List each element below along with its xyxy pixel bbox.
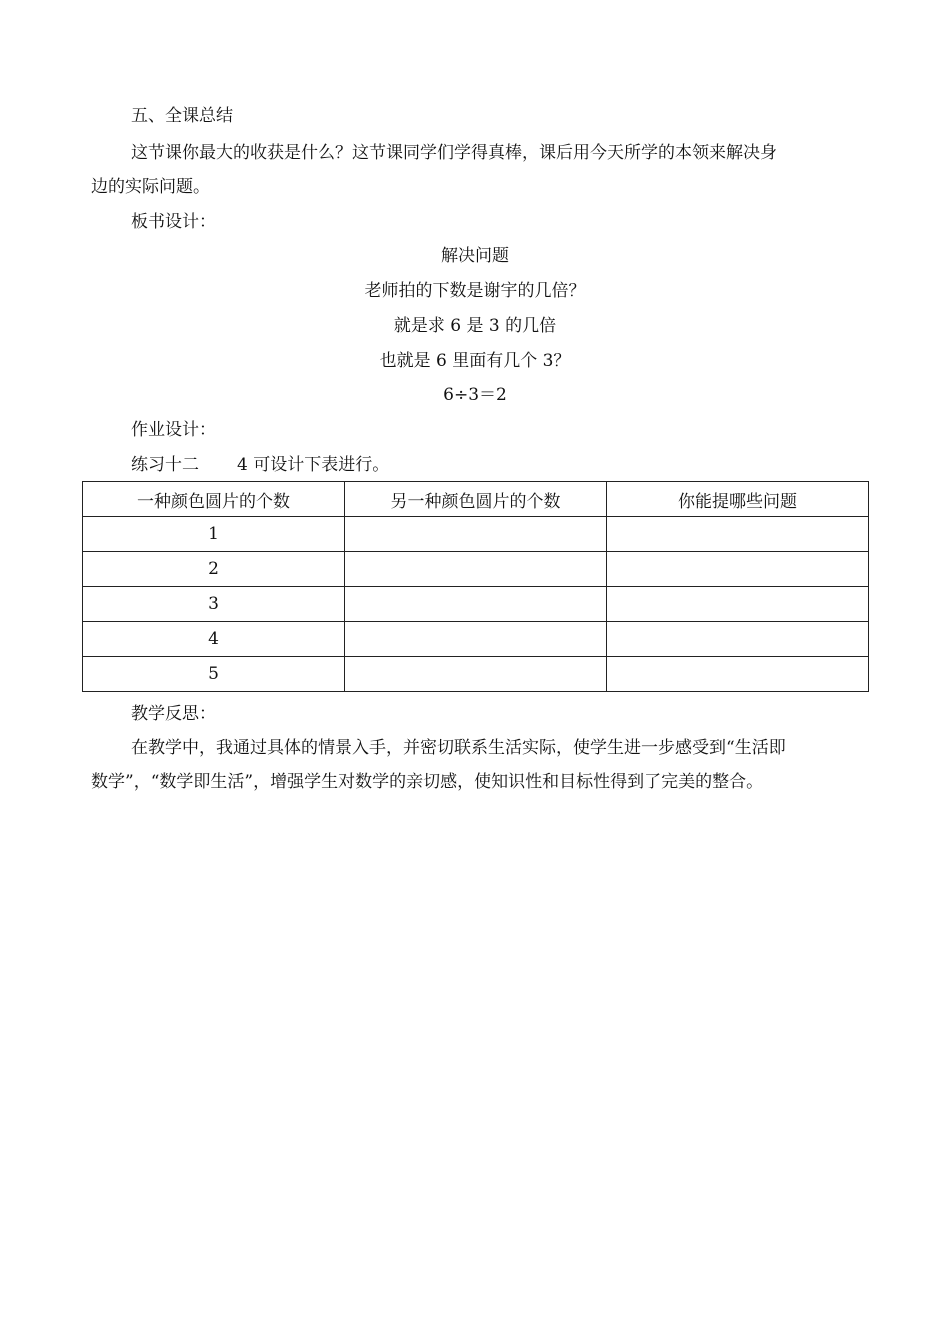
table-header-cell: 另一种颜色圆片的个数 (345, 482, 607, 517)
table-header-cell: 你能提哪些问题 (607, 482, 869, 517)
table-row (83, 517, 869, 552)
homework-exercise-line (131, 455, 389, 475)
reflection-paragraph-line-1: 在教学中，我通过具体的情景入手，并密切联系生活实际，使学生进一步感受到“生活即 (131, 738, 786, 758)
table-cell: 3 (83, 587, 345, 622)
table-cell: 4 (83, 622, 345, 657)
table-cell (607, 587, 869, 622)
table-cell (607, 657, 869, 692)
homework-exercise: 练习十二 (131, 455, 199, 475)
table-row (83, 552, 869, 587)
table-cell: 1 (83, 517, 345, 552)
summary-paragraph-line-1: 这节课你最大的收获是什么？这节课同学们学得真棒，课后用今天所学的本领来解决身 (131, 143, 777, 163)
board-line-meaning: 就是求 6 是 3 的几倍 (393, 316, 557, 336)
table-cell (345, 622, 607, 657)
board-line-title: 解决问题 (441, 246, 509, 266)
homework-exercise-note: 4 可设计下表进行。 (237, 455, 390, 475)
table-cell (607, 552, 869, 587)
reflection-paragraph-line-2: 数学”，“数学即生活”，增强学生对数学的亲切感，使知识性和目标性得到了完美的整合。 (91, 772, 764, 792)
table-cell: 2 (83, 552, 345, 587)
section-heading: 五、全课总结 (131, 106, 233, 126)
board-line-restate: 也就是 6 里面有几个 3？ (379, 351, 571, 371)
reflection-label: 教学反思： (131, 704, 216, 724)
board-line-equation: 6÷3＝2 (443, 385, 507, 405)
homework-label: 作业设计： (131, 420, 216, 440)
table-cell (345, 517, 607, 552)
table-cell: 5 (83, 657, 345, 692)
table-cell (345, 657, 607, 692)
table-row (83, 657, 869, 692)
table-header-cell: 一种颜色圆片的个数 (83, 482, 345, 517)
summary-paragraph-line-2: 边的实际问题。 (91, 177, 210, 197)
table-row (83, 622, 869, 657)
table-cell (607, 517, 869, 552)
table-cell (607, 622, 869, 657)
table-header-row (83, 482, 869, 517)
table-row (83, 587, 869, 622)
exercise-table (82, 481, 869, 692)
board-line-question: 老师拍的下数是谢宇的几倍？ (364, 281, 586, 301)
table-cell (345, 552, 607, 587)
board-design-label: 板书设计： (131, 212, 216, 232)
table-cell (345, 587, 607, 622)
